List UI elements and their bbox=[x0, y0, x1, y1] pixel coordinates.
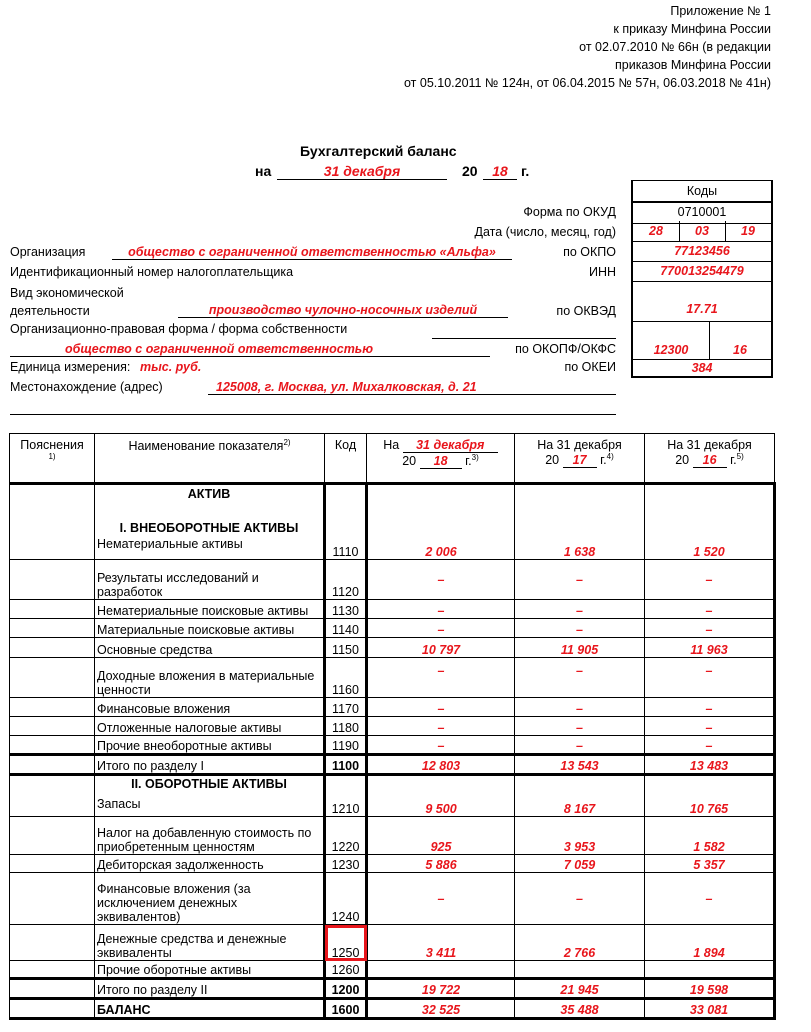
date-day: 28 bbox=[633, 221, 680, 241]
col-2017-year-prefix: 20 bbox=[545, 453, 560, 468]
row-value-2016: 11 963 bbox=[645, 638, 775, 658]
org-value: общество с ограниченной ответственностью «Альфа» bbox=[112, 245, 512, 260]
row-code: 1230 bbox=[325, 855, 367, 873]
row-value-2017: – bbox=[515, 698, 645, 717]
row-value-2016: 19 598 bbox=[645, 979, 775, 999]
row-name: Отложенные налоговые активы bbox=[95, 717, 325, 736]
note-line: приказов Минфина России bbox=[614, 58, 771, 72]
row-code: 1210 bbox=[325, 775, 367, 817]
date-year: 19 bbox=[741, 224, 755, 238]
row-code: 1180 bbox=[325, 717, 367, 736]
row-name: БАЛАНС bbox=[95, 999, 325, 1019]
row-value-2017: – bbox=[515, 600, 645, 619]
col-2016-g: г. bbox=[730, 453, 737, 468]
row-code: 1100 bbox=[325, 755, 367, 775]
table-header-row bbox=[10, 434, 775, 484]
row-value-2017: 2 766 bbox=[515, 925, 645, 961]
row-code: 1170 bbox=[325, 698, 367, 717]
note-line: к приказу Минфина России bbox=[613, 22, 771, 36]
row-value-2016: 5 357 bbox=[645, 855, 775, 873]
row-value-2016: 33 081 bbox=[645, 999, 775, 1019]
section-noncurrent: I. ВНЕОБОРОТНЫЕ АКТИВЫ bbox=[119, 521, 299, 535]
table-row bbox=[10, 638, 775, 658]
table-row bbox=[10, 698, 775, 717]
row-name: Финансовые вложения bbox=[95, 698, 325, 717]
table-row bbox=[10, 961, 775, 979]
header-notes bbox=[404, 2, 771, 92]
table-row bbox=[10, 560, 775, 600]
okud-code: 0710001 bbox=[677, 205, 727, 219]
row-name: Нематериальные поисковые активы bbox=[95, 600, 325, 619]
col-2017 bbox=[515, 434, 645, 484]
col-indicator-sup: 2) bbox=[283, 438, 291, 447]
codes-header: Коды bbox=[686, 184, 718, 198]
row-value-2018: – bbox=[367, 658, 515, 698]
date-month: 03 bbox=[679, 221, 726, 241]
row-name: Материальные поисковые активы bbox=[95, 619, 325, 638]
table-row bbox=[10, 600, 775, 619]
row-value-2018 bbox=[367, 961, 515, 979]
note-line: Приложение № 1 bbox=[670, 4, 771, 18]
row-value-2018: – bbox=[367, 873, 515, 925]
table-row bbox=[10, 619, 775, 638]
row-value-2018: 12 803 bbox=[367, 755, 515, 775]
row-value-2018: – bbox=[367, 698, 515, 717]
row-value-2018: 5 886 bbox=[367, 855, 515, 873]
row-value-2018: – bbox=[367, 560, 515, 600]
col-2017-on: На 31 декабря bbox=[537, 438, 622, 452]
row-code-highlighted[interactable]: 1250 bbox=[325, 925, 367, 961]
okpo-code: 77123456 bbox=[674, 244, 730, 258]
row-code: 1150 bbox=[325, 638, 367, 658]
col-2017-g: г. bbox=[600, 453, 607, 468]
row-value-2017: 11 905 bbox=[515, 638, 645, 658]
table-row bbox=[10, 873, 775, 925]
row-code: 1240 bbox=[325, 873, 367, 925]
col-indicator-label: Наименование показателя bbox=[128, 439, 284, 454]
row-value-2016: – bbox=[645, 658, 775, 698]
row-name: Финансовые вложения (за исключением денежных эквивалентов) bbox=[95, 873, 325, 925]
row-name: Основные средства bbox=[95, 638, 325, 658]
col-notes bbox=[10, 434, 95, 484]
row-value-2016 bbox=[645, 961, 775, 979]
row-value-2017: 7 059 bbox=[515, 855, 645, 873]
row-code: 1260 bbox=[325, 961, 367, 979]
table-row bbox=[10, 775, 775, 817]
row-value-2017: – bbox=[515, 560, 645, 600]
okved-label: по ОКВЭД bbox=[556, 304, 616, 318]
row-value-2018: 3 411 bbox=[367, 925, 515, 961]
col-notes-label: Пояснения bbox=[20, 438, 84, 452]
unit-value: тыс. руб. bbox=[140, 360, 202, 374]
date-label: Дата (число, месяц, год) bbox=[474, 225, 616, 239]
section-assets: АКТИВ bbox=[187, 487, 231, 501]
col-2018-g: г. bbox=[465, 454, 472, 469]
row-name: Доходные вложения в материальные ценности bbox=[95, 658, 325, 698]
row-value-2017: – bbox=[515, 658, 645, 698]
col-indicator bbox=[95, 434, 325, 484]
row-name: Результаты исследований и разработок bbox=[95, 560, 325, 600]
row-value-2017: 8 167 bbox=[515, 775, 645, 817]
row-value-2018: – bbox=[367, 717, 515, 736]
row-value-2017: 1 638 bbox=[515, 484, 645, 560]
balance-table bbox=[9, 433, 776, 1020]
row-value-2016: 13 483 bbox=[645, 755, 775, 775]
row-value-2018: 32 525 bbox=[367, 999, 515, 1019]
row-name: Прочие оборотные активы bbox=[95, 961, 325, 979]
year-suffix: г. bbox=[521, 163, 530, 179]
row-value-2017: 3 953 bbox=[515, 817, 645, 855]
year-prefix: 20 bbox=[462, 163, 478, 179]
table-row-total bbox=[10, 755, 775, 775]
row-value-2018: – bbox=[367, 600, 515, 619]
col-2018-year-prefix: 20 bbox=[402, 454, 417, 469]
table-row bbox=[10, 658, 775, 698]
unit-label: Единица измерения: bbox=[10, 360, 131, 374]
inn-code: 770013254479 bbox=[660, 264, 744, 278]
date-prefix: на bbox=[255, 163, 272, 179]
row-value-2016: – bbox=[645, 600, 775, 619]
row-value-2018: – bbox=[367, 736, 515, 755]
table-row bbox=[10, 855, 775, 873]
col-2018-sup: 3) bbox=[471, 453, 479, 462]
opf-rule bbox=[432, 338, 616, 339]
inn-title: Идентификационный номер налогоплательщика bbox=[10, 265, 294, 279]
okei-code: 384 bbox=[691, 361, 713, 375]
row-value-2017 bbox=[515, 961, 645, 979]
address-label: Местонахождение (адрес) bbox=[10, 380, 163, 394]
row-value-2016: – bbox=[645, 698, 775, 717]
okopf-code: 12300 bbox=[633, 321, 710, 359]
row-value-2017: – bbox=[515, 873, 645, 925]
row-name: Денежные средства и денежные эквиваленты bbox=[95, 925, 325, 961]
row-code: 1120 bbox=[325, 560, 367, 600]
row-value-2017: – bbox=[515, 619, 645, 638]
row-name: Прочие внеоборотные активы bbox=[95, 736, 325, 755]
row-code: 1190 bbox=[325, 736, 367, 755]
col-notes-sup: 1) bbox=[48, 452, 56, 461]
col-2016-year: 16 bbox=[693, 453, 727, 468]
opf-label: Организационно-правовая форма / форма собственности bbox=[10, 322, 348, 336]
okved-code: 17.71 bbox=[686, 302, 718, 316]
row-value-2016: – bbox=[645, 736, 775, 755]
col-2016-year-prefix: 20 bbox=[675, 453, 690, 468]
address-value: 125008, г. Москва, ул. Михалковская, д. 21 bbox=[208, 380, 616, 395]
row-code: 1220 bbox=[325, 817, 367, 855]
row-name: Нематериальные активы bbox=[97, 537, 243, 551]
table-row bbox=[10, 925, 775, 961]
col-2018-date: 31 декабря bbox=[403, 438, 498, 453]
opf-value: общество с ограниченной ответственностью bbox=[10, 342, 490, 357]
activity-value: производство чулочно-носочных изделий bbox=[178, 303, 508, 318]
col-2018-on: На bbox=[383, 438, 400, 452]
table-row bbox=[10, 484, 775, 560]
row-value-2018: 19 722 bbox=[367, 979, 515, 999]
row-value-2016: – bbox=[645, 619, 775, 638]
row-code: 1200 bbox=[325, 979, 367, 999]
row-value-2016: – bbox=[645, 717, 775, 736]
okfs-code: 16 bbox=[733, 343, 747, 357]
row-name: Итого по разделу I bbox=[95, 755, 325, 775]
row-name: Итого по разделу II bbox=[95, 979, 325, 999]
row-value-2018: 2 006 bbox=[367, 484, 515, 560]
col-2018 bbox=[367, 434, 515, 484]
okei-label: по ОКЕИ bbox=[564, 360, 616, 374]
inn-label: ИНН bbox=[588, 265, 616, 279]
okopf-label: по ОКОПФ/ОКФС bbox=[515, 342, 616, 356]
table-row-total bbox=[10, 979, 775, 999]
row-value-2016: 1 520 bbox=[645, 484, 775, 560]
note-line: от 02.07.2010 № 66н (в редакции bbox=[579, 40, 771, 54]
report-year: 18 bbox=[483, 163, 517, 180]
row-value-2017: – bbox=[515, 736, 645, 755]
row-value-2016: 1 894 bbox=[645, 925, 775, 961]
row-name: Запасы bbox=[97, 797, 141, 811]
row-code: 1160 bbox=[325, 658, 367, 698]
table-row bbox=[10, 736, 775, 755]
row-value-2018: 925 bbox=[367, 817, 515, 855]
note-line: от 05.10.2011 № 124н, от 06.04.2015 № 57н, 06.03.2018 № 41н) bbox=[404, 76, 771, 90]
okpo-label: по ОКПО bbox=[563, 245, 616, 259]
address-rule-2 bbox=[10, 414, 616, 415]
okud-label: Форма по ОКУД bbox=[523, 205, 616, 219]
table-row-balance bbox=[10, 999, 775, 1019]
row-value-2017: 35 488 bbox=[515, 999, 645, 1019]
row-value-2017: 21 945 bbox=[515, 979, 645, 999]
row-value-2017: 13 543 bbox=[515, 755, 645, 775]
row-value-2018: 9 500 bbox=[367, 775, 515, 817]
report-date: 31 декабря bbox=[277, 163, 447, 180]
col-2016-on: На 31 декабря bbox=[667, 438, 752, 452]
col-2018-year: 18 bbox=[420, 454, 462, 469]
col-2017-year: 17 bbox=[563, 453, 597, 468]
row-code: 1130 bbox=[325, 600, 367, 619]
section-current: II. ОБОРОТНЫЕ АКТИВЫ bbox=[131, 777, 287, 791]
row-value-2016: – bbox=[645, 560, 775, 600]
table-row bbox=[10, 717, 775, 736]
row-value-2016: 10 765 bbox=[645, 775, 775, 817]
row-value-2018: – bbox=[367, 619, 515, 638]
col-2016-sup: 5) bbox=[736, 452, 744, 461]
col-2016 bbox=[645, 434, 775, 484]
row-code: 1110 bbox=[325, 484, 367, 560]
activity-label-1: Вид экономической bbox=[10, 286, 124, 300]
row-value-2016: – bbox=[645, 873, 775, 925]
document-title: Бухгалтерский баланс bbox=[300, 143, 457, 159]
row-value-2018: 10 797 bbox=[367, 638, 515, 658]
row-name: Налог на добавленную стоимость по приобретенным ценностям bbox=[95, 817, 325, 855]
row-value-2017: – bbox=[515, 717, 645, 736]
col-2017-sup: 4) bbox=[606, 452, 614, 461]
table-row bbox=[10, 817, 775, 855]
codes-box bbox=[631, 180, 773, 378]
org-label: Организация bbox=[10, 245, 86, 259]
row-name: Дебиторская задолженность bbox=[95, 855, 325, 873]
activity-label-2: деятельности bbox=[10, 304, 90, 318]
row-value-2016: 1 582 bbox=[645, 817, 775, 855]
date-line bbox=[255, 163, 545, 183]
col-code: Код bbox=[325, 434, 367, 484]
row-code: 1140 bbox=[325, 619, 367, 638]
row-code: 1600 bbox=[325, 999, 367, 1019]
